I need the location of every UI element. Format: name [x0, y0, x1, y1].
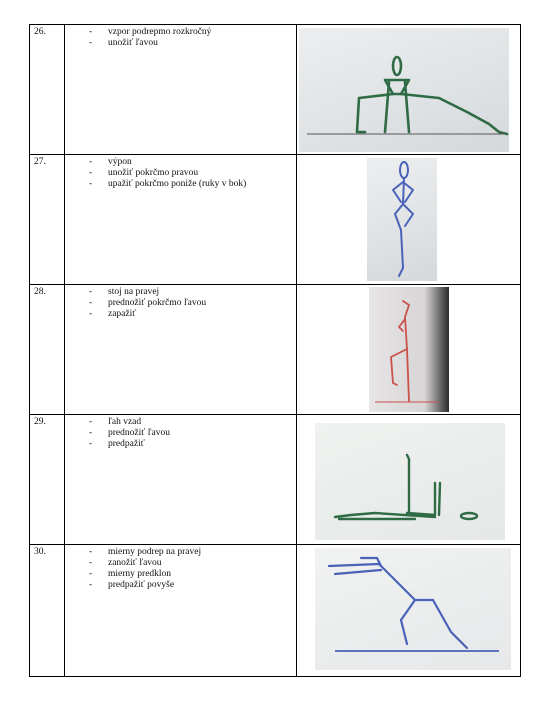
list-item: - unožiť pokrčmo pravou: [89, 168, 199, 178]
stick-figure-lunge-blue-icon: [315, 548, 511, 670]
step-list: [65, 157, 296, 190]
list-item: - mierny predklon: [89, 569, 172, 579]
stick-figure-standing-red-icon: [369, 287, 449, 412]
step-text: predpažiť povyše: [108, 580, 175, 590]
table-row: [30, 155, 521, 285]
figure-drawing: [369, 287, 449, 412]
figure-cell: [297, 285, 521, 415]
row-number: 27.: [34, 157, 46, 167]
step-list: [65, 417, 296, 450]
description-cell: [65, 155, 297, 285]
step-list: [65, 547, 296, 591]
row-number: 29.: [34, 417, 46, 427]
figure-drawing: [299, 28, 509, 152]
table-row: [30, 545, 521, 677]
row-number: 28.: [34, 287, 46, 297]
stick-figure-lying-green-icon: [315, 423, 505, 540]
stick-figure-straddle-support-green-icon: [299, 28, 509, 152]
description-cell: [65, 415, 297, 545]
figure-drawing: [315, 423, 505, 540]
list-item: - zapažiť: [89, 309, 137, 319]
list-item: - vzpor podrepmo rozkročný: [89, 27, 212, 37]
list-item: - upažiť pokrčmo poniže (ruky v bok): [89, 179, 247, 189]
step-list: [65, 287, 296, 320]
exercise-table: [29, 24, 521, 677]
step-text: predpažiť: [108, 439, 145, 449]
table-row: [30, 415, 521, 545]
step-text: prednožiť ľavou: [108, 428, 170, 438]
step-text: vzpor podrepmo rozkročný: [108, 27, 212, 37]
table-row: [30, 25, 521, 155]
step-text: zapažiť: [108, 309, 137, 319]
table-row: [30, 285, 521, 415]
figure-cell: [297, 25, 521, 155]
description-cell: [65, 285, 297, 415]
step-text: prednožiť pokrčmo ľavou: [108, 298, 207, 308]
list-item: - výpon: [89, 157, 132, 167]
description-cell: [65, 545, 297, 677]
step-text: zanožiť ľavou: [108, 558, 162, 568]
step-text: mierny podrep na pravej: [108, 547, 202, 557]
row-number: 26.: [34, 27, 46, 37]
list-item: - prednožiť pokrčmo ľavou: [89, 298, 207, 308]
step-text: výpon: [108, 157, 132, 167]
step-text: ľah vzad: [108, 417, 142, 427]
stick-figure-tiptoe-blue-icon: [367, 158, 437, 281]
figure-drawing: [315, 548, 511, 670]
list-item: - predpažiť: [89, 439, 145, 449]
row-number: 30.: [34, 547, 46, 557]
list-item: - ľah vzad: [89, 417, 142, 427]
step-text: unožiť ľavou: [108, 38, 158, 48]
figure-cell: [297, 155, 521, 285]
figure-cell: [297, 415, 521, 545]
list-item: - zanožiť ľavou: [89, 558, 162, 568]
step-list: [65, 27, 296, 49]
row-number-cell: [30, 155, 65, 285]
description-cell: [65, 25, 297, 155]
list-item: - prednožiť ľavou: [89, 428, 170, 438]
row-number-cell: [30, 25, 65, 155]
row-number-cell: [30, 415, 65, 545]
step-text: upažiť pokrčmo poniže (ruky v bok): [108, 179, 247, 189]
row-number-cell: [30, 545, 65, 677]
step-text: stoj na pravej: [108, 287, 160, 297]
list-item: - unožiť ľavou: [89, 38, 158, 48]
list-item: - mierny podrep na pravej: [89, 547, 202, 557]
figure-cell: [297, 545, 521, 677]
list-item: - stoj na pravej: [89, 287, 160, 297]
row-number-cell: [30, 285, 65, 415]
list-item: - predpažiť povyše: [89, 580, 175, 590]
step-text: mierny predklon: [108, 569, 172, 579]
figure-drawing: [367, 158, 437, 281]
step-text: unožiť pokrčmo pravou: [108, 168, 199, 178]
